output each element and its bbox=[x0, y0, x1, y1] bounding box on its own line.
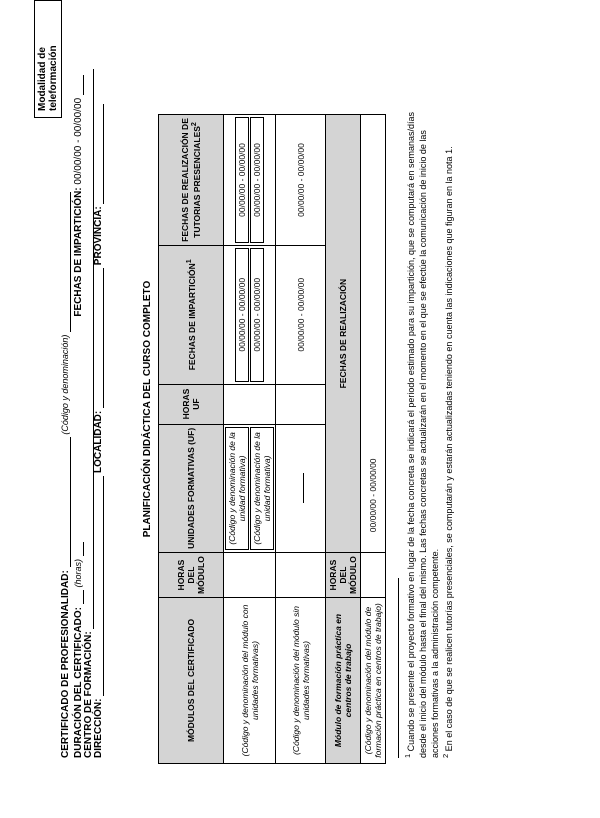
units-cell-2 bbox=[276, 424, 326, 553]
unit-2-tutoring: 00/00/00 - 00/00/00 bbox=[250, 117, 264, 243]
unit-2: (Código y denominación de la unidad formativa) bbox=[250, 427, 274, 551]
dates-cell bbox=[224, 245, 276, 384]
locality-label: LOCALIDAD: bbox=[93, 410, 104, 473]
unit-1: (Código y denominación de la unidad formativa) bbox=[225, 427, 249, 551]
footnote-1-text: Cuando se presente el proyecto formativo en lugar de la fecha concreta se indicará el periodo estimado para su impartición, que se computará en semanas/días desde el inicio del módulo hasta el final del mismo. Las fechas concretas se actualizarán en el momento en el que se efectúe la comunicación de inicio de las acciones formativas a la administración competente. bbox=[406, 111, 440, 758]
footnote-2 bbox=[440, 98, 455, 758]
header-modules: MÓDULOS DEL CERTIFICADO bbox=[159, 597, 224, 763]
address-label: DIRECCIÓN: bbox=[93, 698, 104, 758]
unit-1-tutoring: 00/00/00 - 00/00/00 bbox=[235, 117, 249, 243]
duration-hint: (horas) bbox=[73, 558, 83, 588]
fpct-label: Módulo de formación práctica en centros de trabajo bbox=[326, 597, 361, 763]
dates-label: FECHAS DE IMPARTICIÓN: bbox=[73, 187, 84, 317]
header-dates: FECHAS DE IMPARTICIÓN$^1$ bbox=[159, 245, 224, 384]
unit-2-dates: 00/00/00 - 00/00/00 bbox=[250, 248, 264, 382]
footnote-separator bbox=[398, 578, 399, 758]
header-module-hours: HORAS DEL MÓDULO bbox=[159, 553, 224, 598]
fpct-hours-header: HORAS DEL MÓDULO bbox=[326, 553, 361, 598]
unit-1-dates: 00/00/00 - 00/00/00 bbox=[235, 248, 249, 382]
module-dates: 00/00/00 - 00/00/00 bbox=[276, 245, 326, 384]
province-label: PROVINCIA: bbox=[93, 206, 104, 266]
uf-hours-cell bbox=[224, 384, 276, 424]
address-line bbox=[93, 104, 104, 758]
units-cell bbox=[224, 424, 276, 553]
footnote-1-mark: 1 bbox=[403, 753, 412, 758]
table-row bbox=[276, 115, 326, 764]
center-label: CENTRO DE FORMACIÓN: bbox=[83, 631, 94, 758]
fpct-hours-cell bbox=[361, 553, 386, 598]
module-hours-cell bbox=[224, 553, 276, 598]
modality-badge: Modalidad de teleformación bbox=[34, 0, 62, 118]
fpct-header-row bbox=[326, 115, 361, 764]
module-tutoring: 00/00/00 - 00/00/00 bbox=[276, 115, 326, 246]
table-row bbox=[224, 115, 276, 764]
header-units: UNIDADES FORMATIVAS (UF) bbox=[159, 424, 224, 553]
duration-label: DURACIÓN DEL CERTIFICADO: bbox=[73, 607, 84, 758]
planning-table bbox=[158, 114, 386, 764]
certificate-label: CERTIFICADO DE PROFESIONALIDAD: bbox=[60, 570, 71, 758]
certificate-line bbox=[60, 192, 71, 758]
module-hours-cell-2 bbox=[276, 553, 326, 598]
module-without-units: (Código y denominación del módulo sin unidades formativas) bbox=[276, 597, 326, 763]
fpct-module: (Código y denominación del módulo de formación práctica en centros de trabajo) bbox=[361, 597, 386, 763]
footnote-2-text: En el caso de que se realicen tutorías presenciales, se computarán y estarán actualizadas teniendo en cuenta las indicaciones que figuran en la nota 1. bbox=[444, 146, 454, 752]
footnote-1 bbox=[402, 98, 441, 758]
section-title: PLANIFICACIÓN DIDÁCTICA DEL CURSO COMPLETO bbox=[142, 280, 153, 538]
fpct-dates: 00/00/00 - 00/00/00 bbox=[361, 115, 386, 553]
tutoring-cell bbox=[224, 115, 276, 246]
fpct-row bbox=[361, 115, 386, 764]
footnote-ref-1: 1 bbox=[185, 259, 194, 264]
certificate-hint: (Código y denominación) bbox=[60, 334, 70, 435]
header-tutoring: FECHAS DE REALIZACIÓN DE TUTORIAS PRESENCIALES$^2$ bbox=[159, 115, 224, 246]
module-with-units: (Código y denominación del módulo con unidades formativas) bbox=[224, 597, 276, 763]
footnote-ref-2: 2 bbox=[190, 122, 199, 127]
uf-hours-cell-2 bbox=[276, 384, 326, 424]
footnote-2-mark: 2 bbox=[441, 753, 450, 758]
fpct-dates-header: FECHAS DE REALIZACIÓN bbox=[326, 115, 361, 553]
header-uf-hours: HORAS UF bbox=[159, 384, 224, 424]
dates-value: 00/00/00 - 00/00/00 bbox=[73, 97, 84, 185]
table-header-row bbox=[159, 115, 224, 764]
